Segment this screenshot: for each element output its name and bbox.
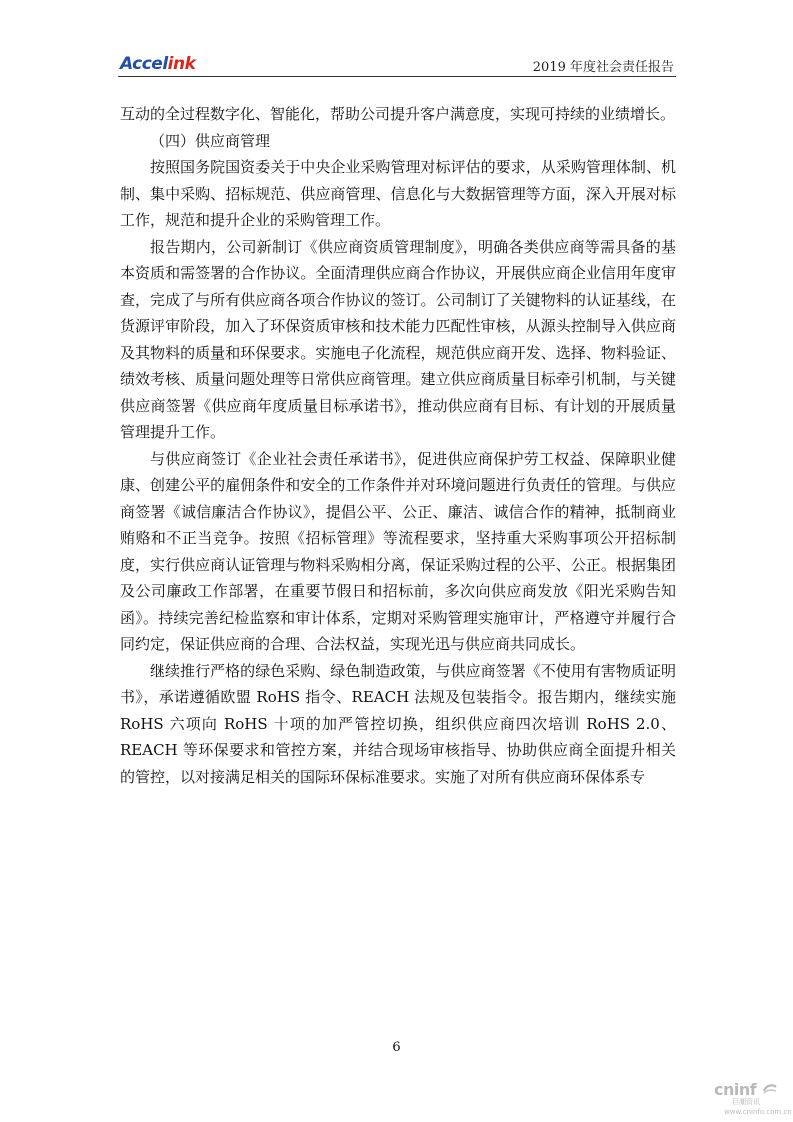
paragraph-continued: 互动的全过程数字化、智能化，帮助公司提升客户满意度，实现可持续的业绩增长。 [120, 105, 676, 123]
company-logo: Accelink [120, 54, 196, 74]
watermark-url: www.cninfo.com.cn [724, 1108, 792, 1116]
paragraph: 继续推行严格的绿色采购、绿色制造政策，与供应商签署《不使用有害物质证明书》，承诺遵循欧盟 RoHS 指令、REACH 法规及包装指令。报告期内，继续实施 RoHS 六项向 RoHS 十项的加严管控切换，组织供应商四次培训 RoHS 2.0、REACH 等环保要求和管控方案，并结合现场审核指导、协助供应商全面提升相关的管控，以对接满足相关的国际环保标准要求。实施了对所有供应商环保体系专 [120, 661, 676, 786]
cninfo-watermark [712, 1080, 792, 1120]
watermark-name: 巨潮资讯 [732, 1098, 760, 1106]
document-body [120, 101, 676, 790]
paragraph: 按照国务院国资委关于中央企业采购管理对标评估的要求，从采购管理体制、机制、集中采购、招标规范、供应商管理、信息化与大数据管理等方面，深入开展对标工作，规范和提升企业的采购管理工作。 [120, 158, 676, 229]
watermark-brand: cninf [714, 1080, 757, 1099]
paragraph: 与供应商签订《企业社会责任承诺书》，促进供应商保护劳工权益、保障职业健康、创建公平的雇佣条件和安全的工作条件并对环境问题进行负责任的管理。与供应商签署《诚信廉洁合作协议》，提倡公平、公正、廉洁、诚信合作的精神，抵制商业贿赂和不正当竞争。按照《招标管理》等流程要求，坚持重大采购事项公开招标制度，实行供应商认证管理与物料采购相分离，保证采购过程的公平、公正。根据集团及公司廉政工作部署，在重要节假日和招标前，多次向供应商发放《阳光采购告知函》。持续完善纪检监察和审计体系，定期对采购管理实施审计，严格遵守并履行合同约定，保证供应商的合理、合法权益，实现光迅与供应商共同成长。 [120, 449, 676, 653]
swirl-logo-icon [762, 1082, 778, 1096]
page-number: 6 [392, 1040, 401, 1055]
paragraph: 报告期内，公司新制订《供应商资质管理制度》，明确各类供应商等需具备的基本资质和需签署的合作协议。全面清理供应商合作协议，开展供应商企业信用年度审查，完成了与所有供应商各项合作协议的签订。公司制订了关键物料的认证基线，在货源评审阶段，加入了环保资质审核和技术能力匹配性审核，从源头控制导入供应商及其物料的质量和环保要求。实施电子化流程，规范供应商开发、选择、物料验证、绩效考核、质量问题处理等日常供应商管理。建立供应商质量目标牵引机制，与关键供应商签署《供应商年度质量目标承诺书》，推动供应商有目标、有计划的开展质量管理提升工作。 [120, 237, 676, 441]
page-header [118, 52, 676, 78]
section-heading: （四）供应商管理 [150, 131, 271, 150]
header-divider [118, 76, 676, 77]
report-title: 2019 年度社会责任报告 [532, 60, 674, 75]
